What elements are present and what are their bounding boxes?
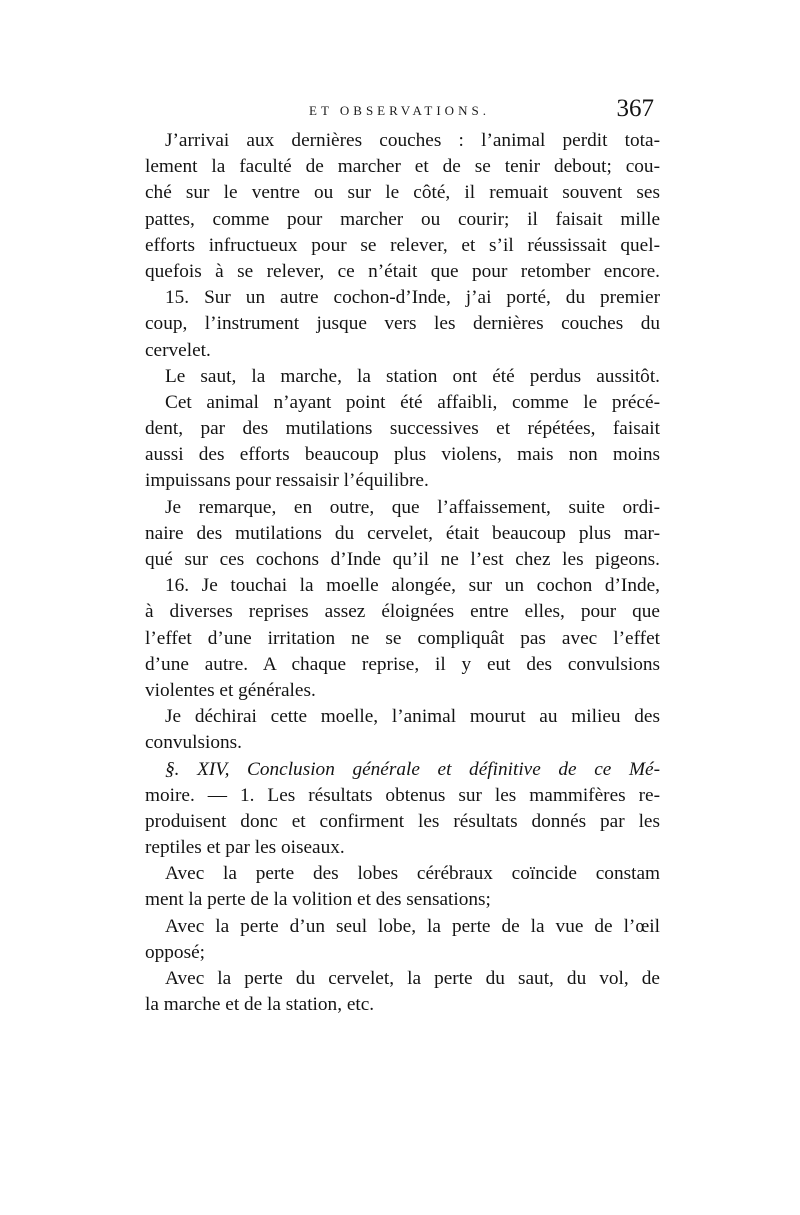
- text-line: pattes, comme pour marcher ou courir; il faisait mille: [145, 208, 660, 230]
- running-head-title: ET OBSERVATIONS.: [309, 103, 490, 118]
- text-line: violentes et générales.: [145, 679, 316, 701]
- body-text: [145, 128, 660, 1018]
- text-line: convulsions.: [145, 732, 242, 754]
- text-line: qué sur ces cochons d’Inde qu’il ne l’est chez les pigeons.: [145, 549, 660, 570]
- text-line: ment la perte de la volition et des sensations;: [145, 889, 491, 911]
- text-line: reptiles et par les oiseaux.: [145, 837, 345, 859]
- text-line: Cet animal n’ayant point été affaibli, comme le précé-: [165, 391, 660, 413]
- text-line: d’une autre. A chaque reprise, il y eut des convulsions: [145, 653, 660, 675]
- text-line: Avec la perte d’un seul lobe, la perte de la vue de l’œil: [165, 915, 660, 937]
- running-head: [145, 95, 660, 127]
- text-line: naire des mutilations du cervelet, était beaucoup plus mar-: [145, 522, 660, 544]
- text-line: à diverses reprises assez éloignées entre elles, pour que: [145, 601, 660, 623]
- text-line: l’effet d’une irritation ne se compliquât pas avec l’effet: [145, 627, 660, 649]
- text-line: J’arrivai aux dernières couches : l’animal perdit tota-: [165, 130, 660, 151]
- text-line: Je remarque, en outre, que l’affaissement, suite ordi-: [165, 496, 660, 518]
- text-line: efforts infructueux pour se relever, et s’il réussissait quel-: [145, 234, 660, 256]
- text-line: Avec la perte des lobes cérébraux coïncide constam: [165, 863, 660, 885]
- text-line: moire. — 1. Les résultats obtenus sur les mammifères re-: [145, 784, 660, 806]
- page-number: 367: [616, 95, 654, 122]
- text-line: quefois à se relever, ce n’était que pour retomber encore.: [145, 260, 660, 282]
- text-line: coup, l’instrument jusque vers les dernières couches du: [145, 313, 660, 335]
- text-line: aussi des efforts beaucoup plus violens, mais non moins: [145, 444, 660, 466]
- text-line: ché sur le ventre ou sur le côté, il remuait souvent ses: [145, 182, 660, 204]
- text-line: Je déchirai cette moelle, l’animal mourut au milieu des: [165, 706, 660, 728]
- text-line: produisent donc et confirment les résultats donnés par les: [145, 810, 660, 832]
- text-line: impuissans pour ressaisir l’équilibre.: [145, 470, 429, 492]
- text-line: Avec la perte du cervelet, la perte du saut, du vol, de: [165, 968, 660, 989]
- text-line: 16. Je touchai la moelle alongée, sur un cochon d’Inde,: [165, 575, 660, 597]
- text-line: 15. Sur un autre cochon-d’Inde, j’ai porté, du premier: [165, 287, 660, 309]
- text-line: dent, par des mutilations successives et répétées, faisait: [145, 418, 660, 440]
- text-line: Le saut, la marche, la station ont été perdus aussitôt.: [165, 365, 660, 387]
- text-line: la marche et de la station, etc.: [145, 994, 375, 1016]
- text-line: opposé;: [145, 941, 205, 963]
- text-line: cervelet.: [145, 339, 211, 361]
- text-line: lement la faculté de marcher et de se tenir debout; cou-: [145, 156, 660, 178]
- section-heading-line: §. XIV, Conclusion générale et définitive de ce Mé-: [165, 758, 660, 780]
